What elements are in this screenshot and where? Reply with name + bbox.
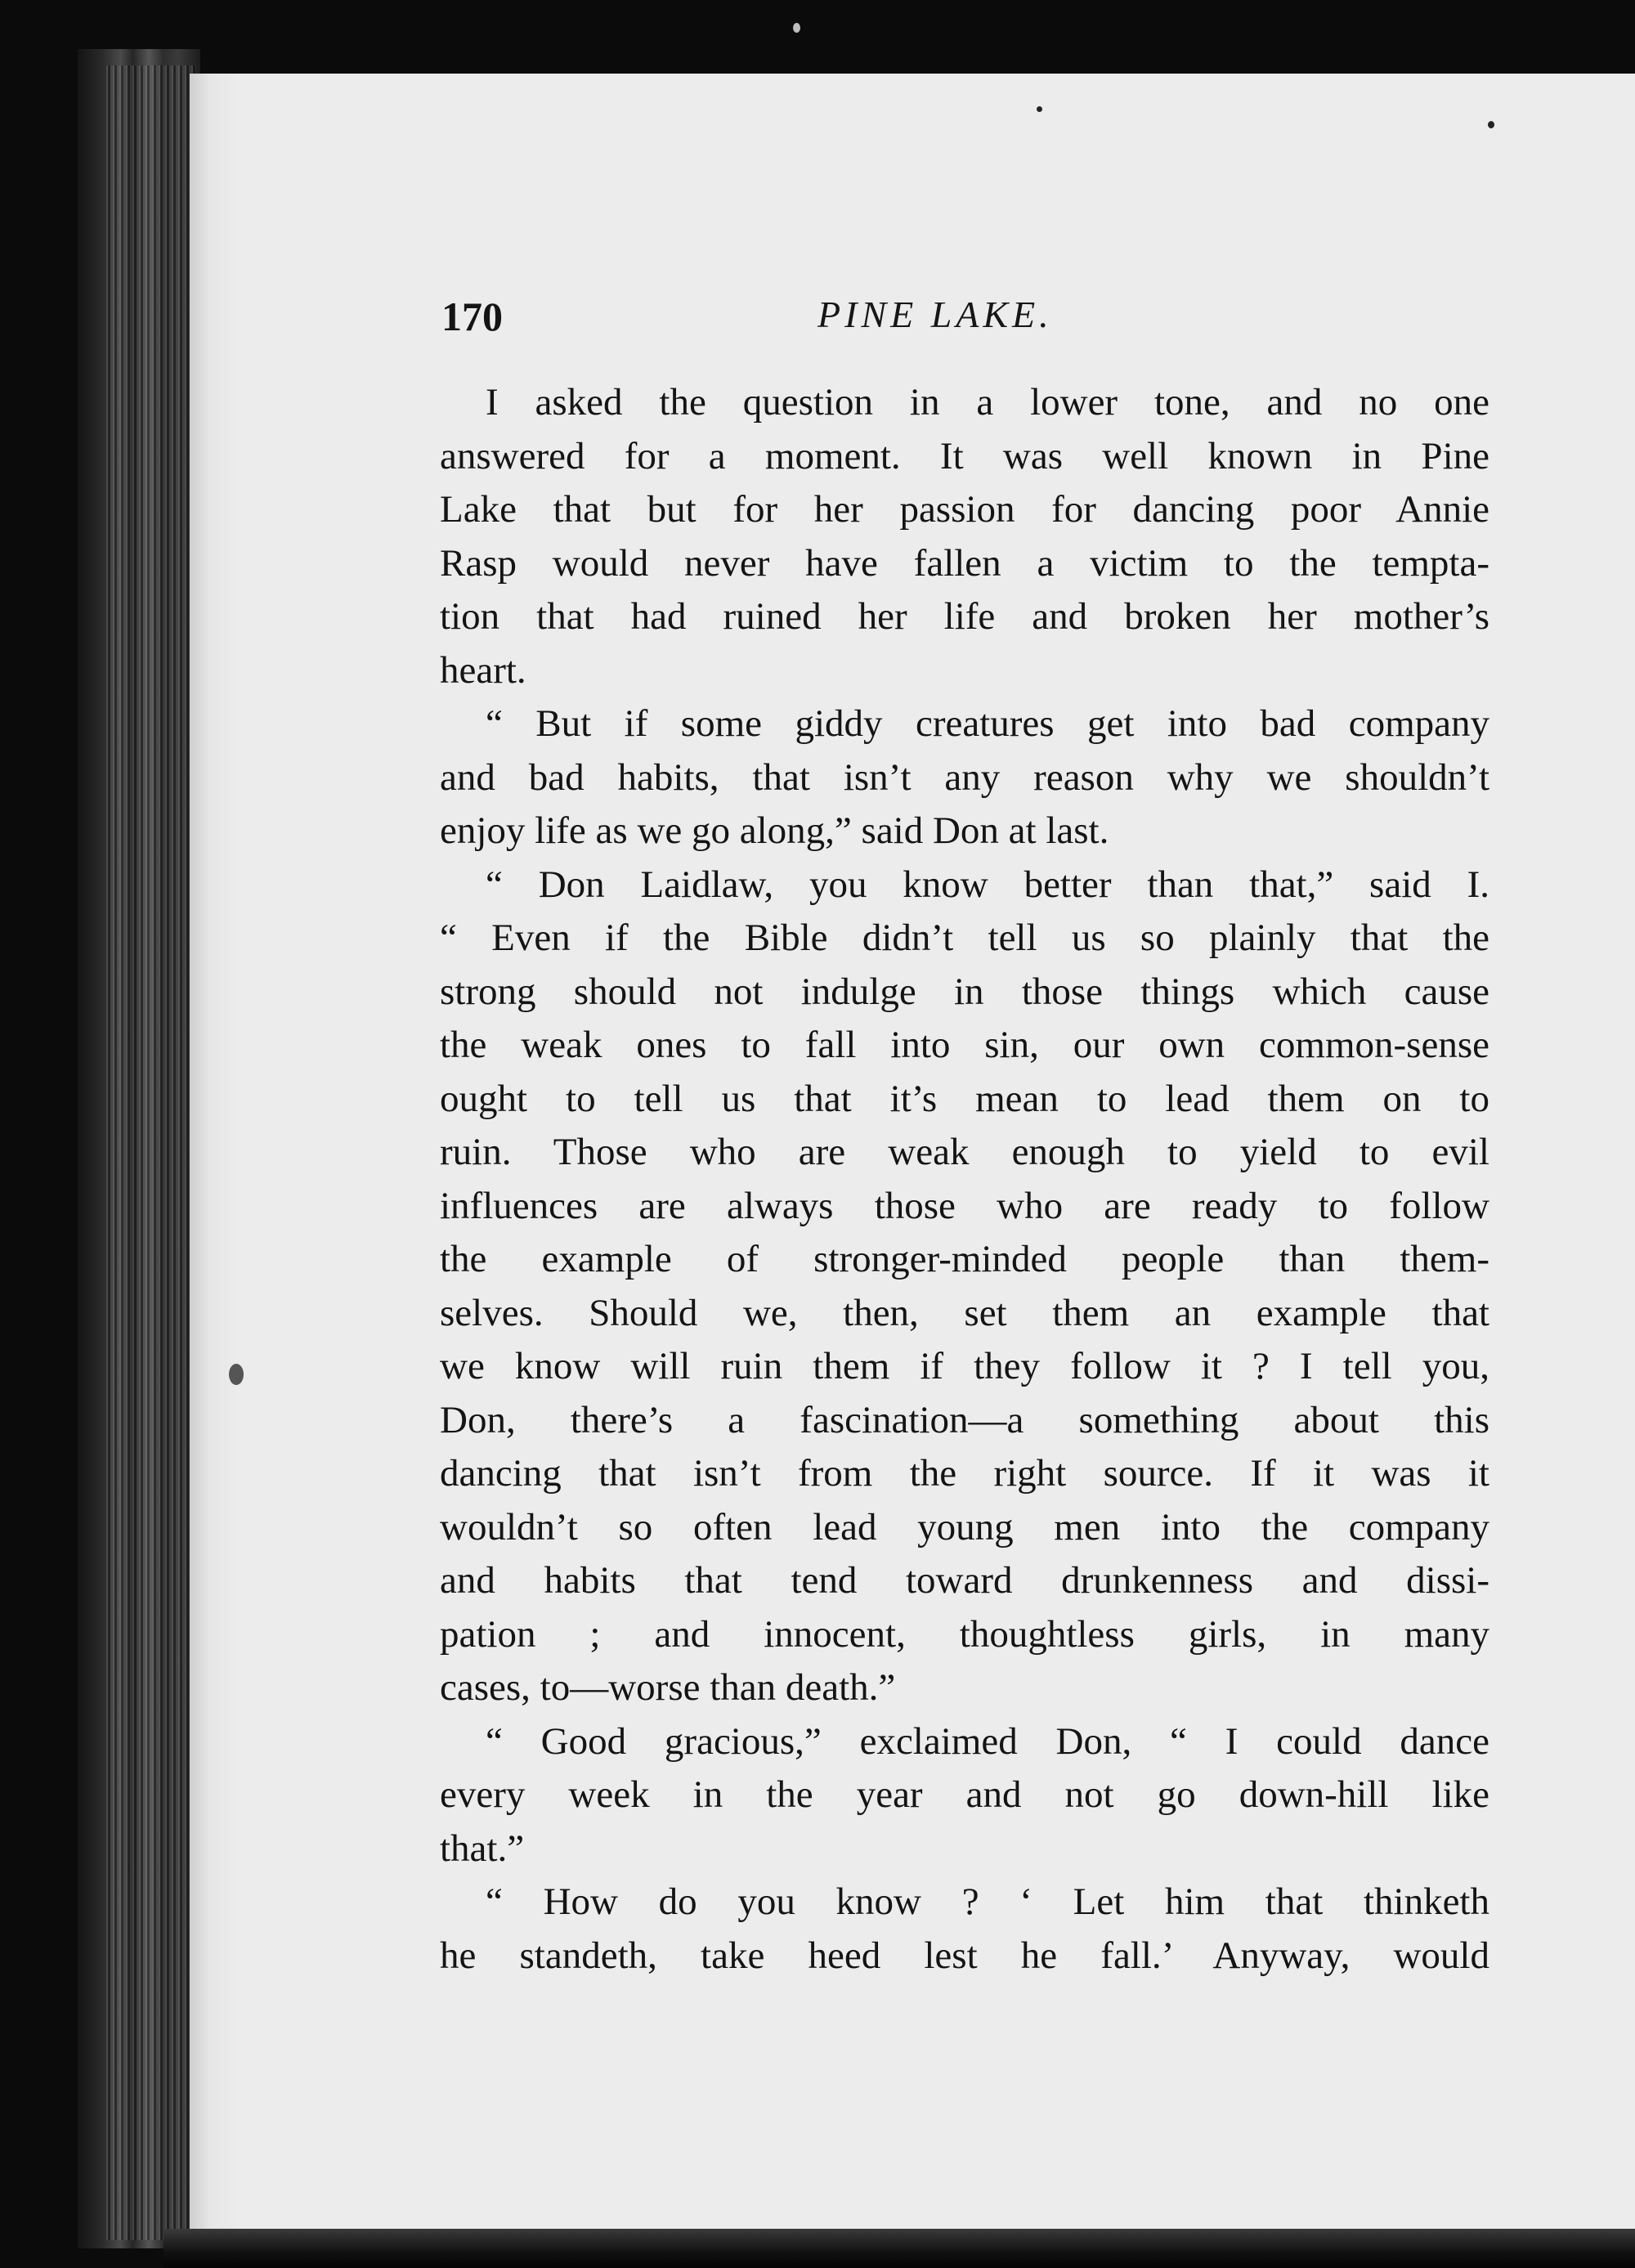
text-line: and bad habits, that isn’t any reason why we shouldn’t: [440, 755, 1489, 799]
text-line: Rasp would never have fallen a victim to the tempta-: [440, 541, 1489, 585]
text-line: wouldn’t so often lead young men into the company: [440, 1505, 1489, 1549]
text-line: “ Don Laidlaw, you know better than that,” said I.: [486, 863, 1489, 906]
scan-bottom-edge: [164, 2229, 1635, 2268]
text-line: pation ; and innocent, thoughtless girls, in many: [440, 1612, 1489, 1656]
text-line: answered for a moment. It was well known in Pine: [440, 434, 1489, 477]
text-line: enjoy life as we go along,” said Don at last.: [440, 809, 1109, 852]
text-line: tion that had ruined her life and broken her mother’s: [440, 595, 1489, 638]
text-line: the example of stronger-minded people than them-: [440, 1238, 1489, 1280]
text-line: influences are always those who are ready to follow: [440, 1184, 1489, 1227]
scan-speck: [229, 1364, 244, 1385]
scan-speck: [1037, 106, 1042, 112]
running-title: PINE LAKE.: [818, 294, 1053, 335]
text-line: we know will ruin them if they follow it ? I tell you,: [440, 1345, 1489, 1387]
text-line: dancing that isn’t from the right source. If it was it: [440, 1452, 1489, 1495]
text-line: and habits that tend toward drunkenness and dissi-: [440, 1559, 1489, 1602]
scan-speck: [1488, 121, 1494, 128]
text-line: cases, to—worse than death.”: [440, 1666, 896, 1709]
text-line: selves. Should we, then, set them an example that: [440, 1291, 1489, 1334]
text-line: “ How do you know ? ‘ Let him that thinketh: [486, 1880, 1489, 1923]
text-line: he standeth, take heed lest he fall.’ Anyway, would: [440, 1934, 1489, 1977]
scan-speck: [793, 23, 800, 33]
text-line: Don, there’s a fascination—a something about this: [440, 1398, 1489, 1441]
text-line: “ Even if the Bible didn’t tell us so plainly that the: [440, 917, 1489, 959]
page-edges: [106, 65, 196, 2240]
text-line: Lake that but for her passion for dancing poor Annie: [440, 488, 1489, 531]
page-number: 170: [441, 294, 503, 339]
text-line: ought to tell us that it’s mean to lead them on to: [440, 1077, 1489, 1120]
text-line: “ Good gracious,” exclaimed Don, “ I could dance: [486, 1719, 1489, 1763]
text-line: the weak ones to fall into sin, our own common-sense: [440, 1024, 1489, 1066]
text-line: ruin. Those who are weak enough to yield to evil: [440, 1131, 1489, 1173]
text-line: “ But if some giddy creatures get into bad company: [486, 702, 1489, 745]
text-line: I asked the question in a lower tone, and no one: [486, 381, 1489, 424]
text-line: that.”: [440, 1827, 525, 1870]
page-header: [441, 293, 1488, 350]
text-line: heart.: [440, 648, 526, 692]
text-line: strong should not indulge in those things which cause: [440, 970, 1489, 1013]
text-line: every week in the year and not go down-hill like: [440, 1773, 1489, 1816]
body-text: [440, 376, 1489, 1983]
